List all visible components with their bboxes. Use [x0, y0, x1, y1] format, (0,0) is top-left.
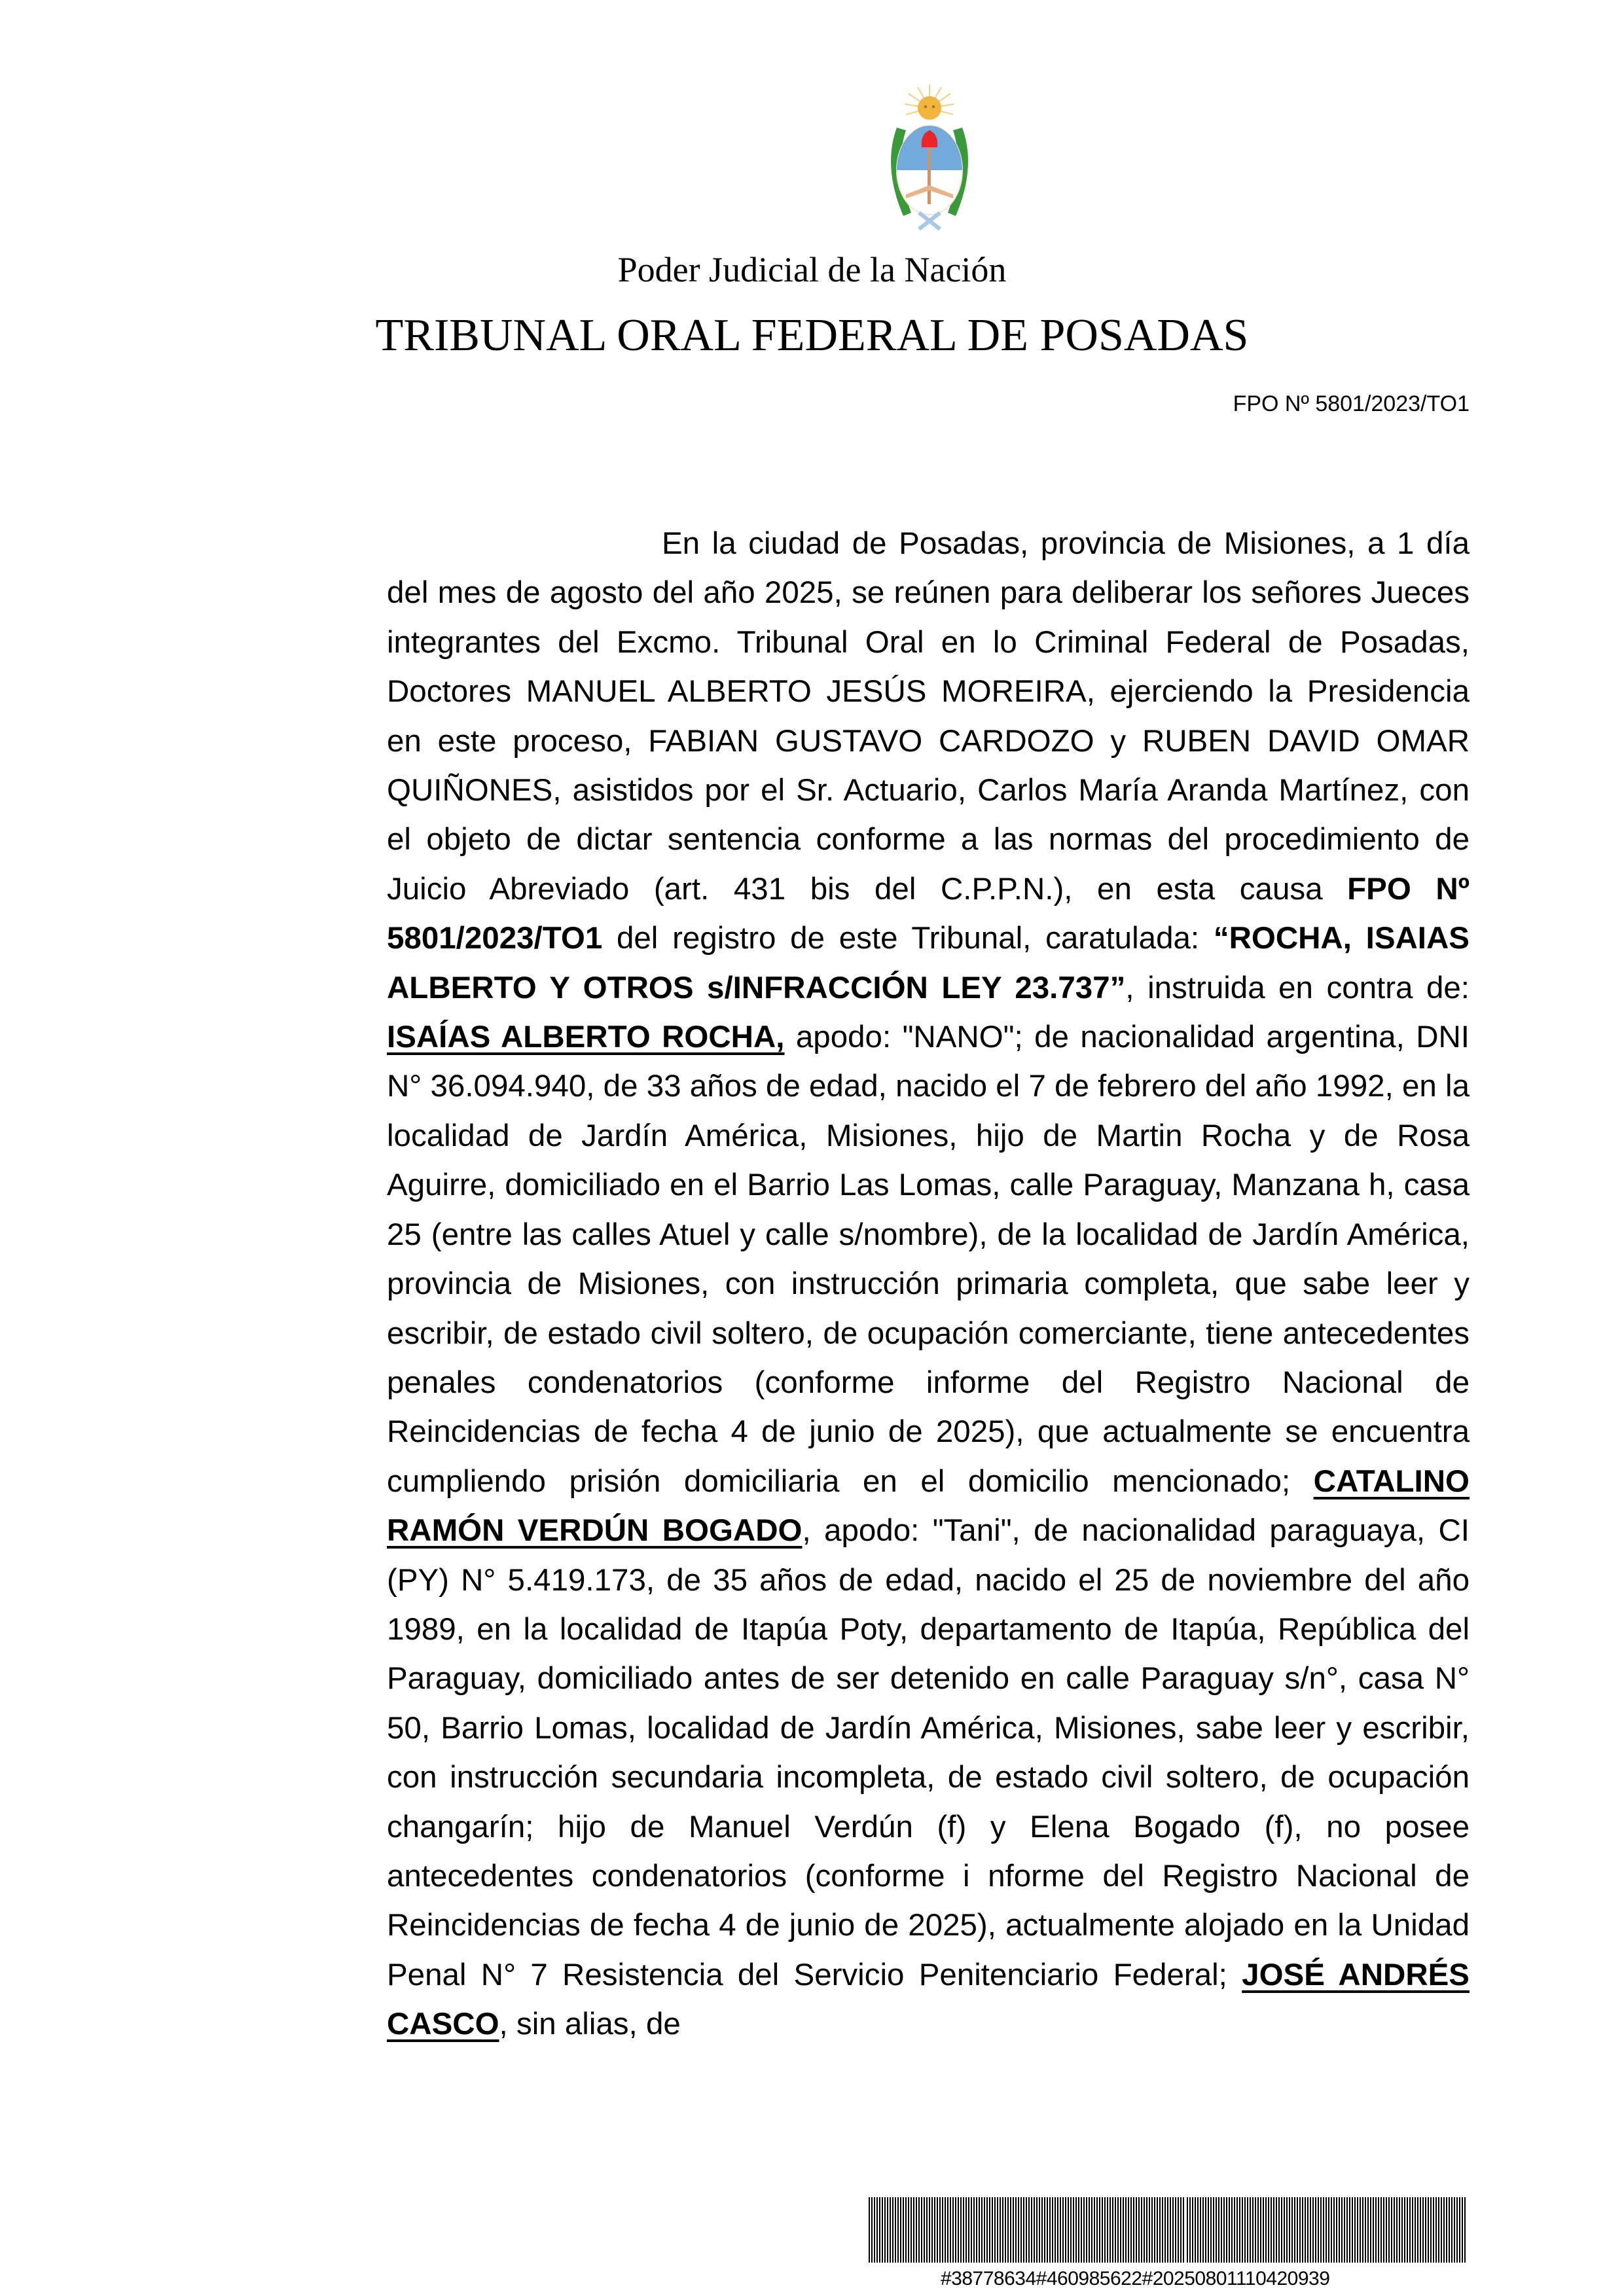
case-reference: FPO Nº 5801/2023/TO1 — [1233, 391, 1470, 416]
opening-paragraph — [387, 519, 1470, 2049]
defendant-name-casco: JOSÉ ANDRÉS CASCO — [387, 1957, 1470, 2042]
case-title: “ROCHA, ISAIAS ALBERTO Y OTROS s/INFRACCIÓN LEY 23.737” — [387, 921, 1470, 1005]
text-segment: del registro de este Tribunal, caratulada: — [602, 921, 1214, 956]
text-segment: apodo: "NANO"; de nacionalidad argentina, DNI N° 36.094.940, de 33 años de edad, nacido el 7 de febrero del año 1992, en la localidad de Jardín América, Misiones, hijo de Martin Rocha y de Rosa Aguirre, domiciliado en el Barrio Las Lomas, calle Paraguay, Manzana h, casa 25 (entre las calles Atuel y calle s/nombre), de la localidad de Jardín América, provincia de Misiones, con instrucción primaria completa, que sabe leer y escribir, de estado civil soltero, de ocupación comerciante, tiene antecedentes penales condenatorios (conforme informe del Registro Nacional de Reincidencias de fecha 4 de junio de 2025), que actualmente se encuentra cumpliendo prisión domiciliaria en el domicilio mencionado; — [387, 1020, 1470, 1499]
shield-icon — [897, 126, 962, 215]
argentina-coat-of-arms-icon — [877, 82, 982, 239]
sun-icon — [905, 84, 954, 120]
barcode-label: #38778634#460985622#20250801110420939 — [941, 2268, 1330, 2289]
court-title: TRIBUNAL ORAL FEDERAL DE POSADAS — [375, 310, 1249, 361]
institution-title: Poder Judicial de la Nación — [617, 250, 1007, 289]
defendant-name-rocha: ISAÍAS ALBERTO ROCHA, — [387, 1020, 785, 1055]
case-number: FPO Nº 5801/2023/TO1 — [387, 871, 1470, 956]
defendant-name-verdun: CATALINO RAMÓN VERDÚN BOGADO — [387, 1463, 1470, 1549]
text-segment: En la ciudad de Posadas, provincia de Misiones, a 1 día del mes de agosto del año 2025, se reúnen para deliberar los señores Jueces integrantes del Excmo. Tribunal Oral en lo Criminal Federal de Posadas, Doctores MANUEL ALBERTO JESÚS MOREIRA, ejerciendo la Presidencia en este proceso, FABIAN GUSTAVO CARDOZO y RUBEN DAVID OMAR QUIÑONES, asistidos por el Sr. Actuario, Carlos María Aranda Martínez, con el objeto de dictar sentencia conforme a las normas del procedimiento de Juicio Abreviado (art. 431 bis del C.P.P.N.), en esta causa — [387, 526, 1470, 906]
barcode — [869, 2197, 1466, 2263]
document-body — [387, 519, 1470, 2049]
text-segment: , sin alias, de — [499, 2007, 681, 2042]
text-segment: , apodo: "Tani", de nacionalidad paraguaya, CI (PY) N° 5.419.173, de 35 años de edad, nacido el 25 de noviembre del año 1989, en la localidad de Itapúa Poty, departamento de Itapúa, República del Paraguay, domiciliado antes de ser detenido en calle Paraguay s/n°, casa N° 50, Barrio Lomas, localidad de Jardín América, Misiones, sabe leer y escribir, con instrucción secundaria incompleta, de estado civil soltero, de ocupación changarín; hijo de Manuel Verdún (f) y Elena Bogado (f), no posee antecedentes condenatorios (conforme i nforme del Registro Nacional de Reincidencias de fecha 4 de junio de 2025), actualmente alojado en la Unidad Penal N° 7 Resistencia del Servicio Penitenciario Federal; — [387, 1513, 1470, 1992]
text-segment: , instruida en contra de: — [1125, 970, 1470, 1005]
